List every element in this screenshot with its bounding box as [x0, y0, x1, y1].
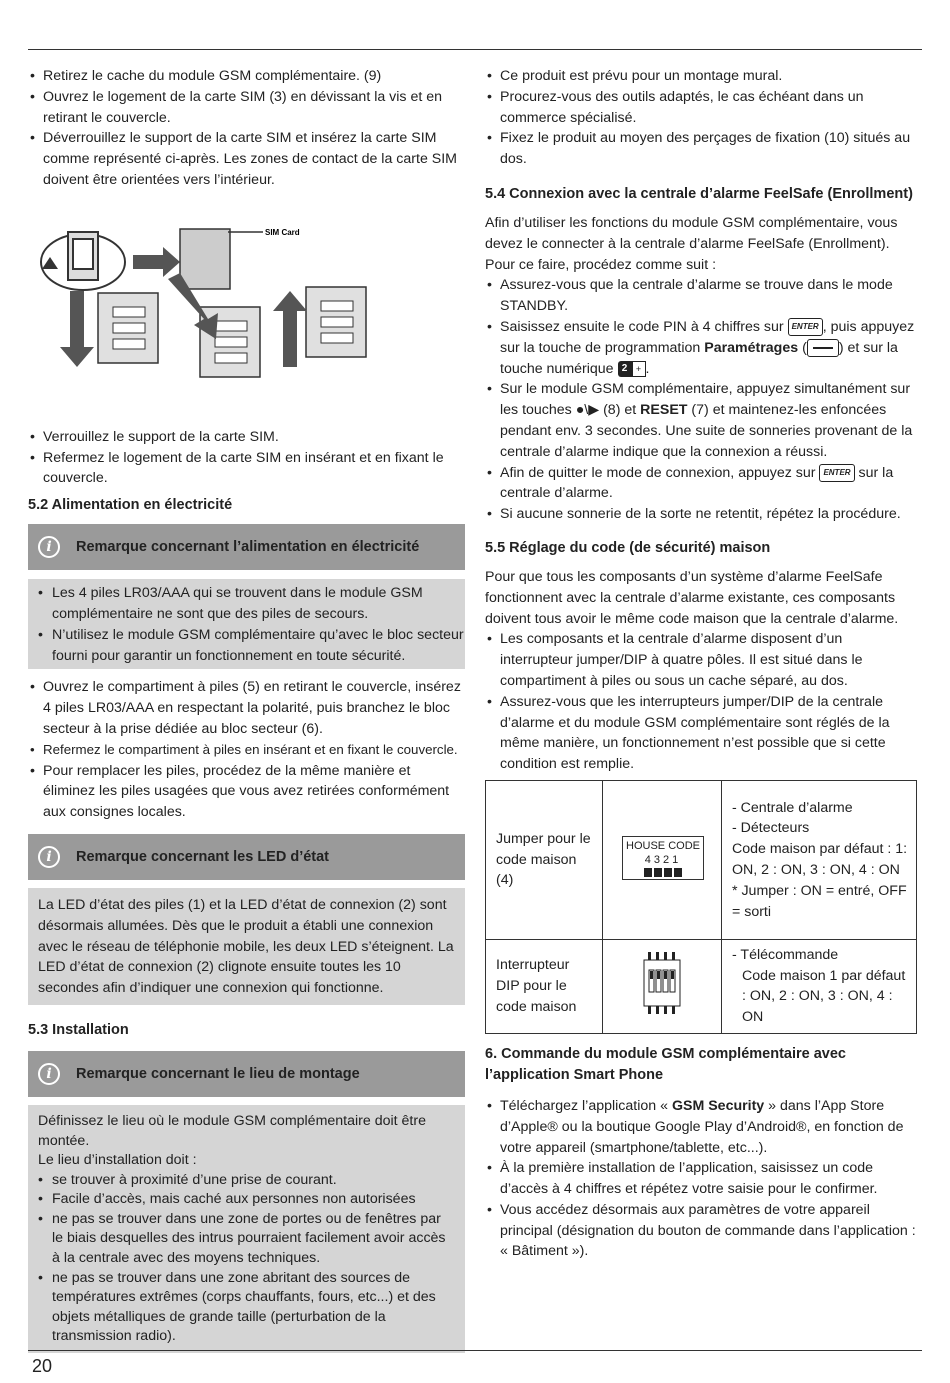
section-intro: Pour que tous les composants d’un système d’alarme FeelSafe fonctionnent avec la centrale d’alarme existante, ces composants doivent tous avoir le même code maison que la centrale d’alarme. [485, 568, 899, 627]
list-item: • Facile d’accès, mais caché aux personnes non autorisées [28, 1190, 455, 1210]
desc-line: * Jumper : ON = entré, OFF = sorti [732, 882, 907, 920]
list-item: • Retirez le cache du module GSM complémentaire. (9) [28, 66, 465, 87]
note-text: Définissez le lieu où le module GSM complémentaire doit être montée. [38, 1112, 426, 1149]
list-item: • Verrouillez le support de la carte SIM. [28, 427, 465, 448]
list-item: • Saisissez ensuite le code PIN à 4 chiffres sur ENTER , puis appuyez sur la touche de programmation Paramétrages ( ) et sur la touche numérique 2 + . [485, 317, 917, 379]
left-column [28, 66, 465, 1353]
enter-key-icon: ENTER [788, 318, 823, 336]
table-cell-desc [722, 780, 917, 939]
note-header [28, 834, 465, 880]
list-item: • Ouvrez le compartiment à piles (5) en retirant le couvercle, insérez 4 piles LR03/AAA en respectant la polarité, puis branchez le bloc secteur à la prise dédiée au bloc secteur (6). [28, 677, 465, 739]
table-cell-label: Interrupteur DIP pour le code maison [486, 939, 603, 1033]
section-title-5-3: 5.3 Installation [28, 1021, 129, 1038]
list-item: • ne pas se trouver dans une zone de portes ou de fenêtres par le biais desquelles des intrus pourraient facilement avoir accès à la centrale avec des moyens techniques. [28, 1210, 455, 1269]
sim-card-figure [28, 207, 465, 423]
wrench-key-icon [807, 339, 839, 357]
note-text: Le lieu d’installation doit : [38, 1152, 197, 1169]
sim-card-label: SIM Card [265, 227, 300, 237]
section-title-5-5: 5.5 Réglage du code (de sécurité) maison [485, 539, 771, 556]
note-mounting [28, 1051, 465, 1353]
table-cell-desc [722, 939, 917, 1033]
desc-line: - Détecteurs [732, 820, 810, 837]
sim-card-illustration [28, 207, 408, 423]
list-item: • Téléchargez l’application « GSM Security » dans l’App Store d’Apple® ou la boutique Google Play d’Android®, en fonction de votre appareil (smartphone/tablette, etc...). [485, 1096, 917, 1158]
house-code-list [485, 629, 917, 775]
jumper-title: HOUSE CODE [626, 840, 700, 852]
table-cell-label: Jumper pour le code maison (4) [486, 780, 603, 939]
jumper-numbers: 4321 [644, 854, 682, 866]
desc-line: - Télécommande [732, 946, 839, 963]
dip-image-cell [603, 939, 722, 1033]
list-item: • Refermez le compartiment à piles en insérant et en fixant le couvercle. [28, 740, 465, 761]
desc-line: - Centrale d’alarme [732, 799, 853, 816]
desc-line: Code maison par défaut : 1: ON, 2 : ON, 3 : ON, 4 : ON [732, 841, 908, 878]
list-item: • Les 4 piles LR03/AAA qui se trouvent dans le module GSM complémentaire ne sont que des piles de secours. [28, 583, 465, 625]
sim-steps-list [28, 66, 465, 191]
jumper-pins-icon [623, 868, 703, 877]
list-item: • ne pas se trouver dans une zone abritant des sources de températures extrêmes (corps chauffants, fours, etc...) et des objets métalliques de grande taille (perturbation de la transmission radio). [28, 1269, 455, 1347]
list-item: • Ouvrez le logement de la carte SIM (3) en dévissant la vis et en retirant le couvercle. [28, 87, 465, 129]
jumper-image [622, 836, 704, 880]
list-item: • Si aucune sonnerie de la sorte ne retentit, répétez la procédure. [485, 504, 917, 525]
list-item: • Afin de quitter le mode de connexion, appuyez sur ENTER sur la centrale d’alarme. [485, 463, 917, 505]
number-2-key-icon: 2 [618, 361, 632, 377]
table-row [486, 939, 917, 1033]
note-title: Remarque concernant le lieu de montage [76, 1065, 360, 1082]
list-item: • Ce produit est prévu pour un montage mural. [485, 66, 917, 87]
section-title-5-4: 5.4 Connexion avec la centrale d’alarme FeelSafe (Enrollment) [485, 185, 913, 202]
note-body [28, 888, 465, 1005]
sim-lock-list [28, 427, 465, 489]
app-list [485, 1096, 917, 1262]
info-icon: i [38, 846, 60, 868]
list-item: • Déverrouillez le support de la carte SIM et insérez la carte SIM comme représenté ci-après. Les zones de contact de la carte SIM doivent être orientées vers l’intérieur. [28, 128, 465, 190]
info-icon: i [38, 1063, 60, 1085]
jumper-image-cell [603, 780, 722, 939]
desc-line: Code maison 1 par défaut : ON, 2 : ON, 3 : ON, 4 : ON [742, 967, 906, 1026]
bottom-rule [28, 1350, 922, 1351]
note-text: La LED d’état des piles (1) et la LED d’état de connexion (2) sont désormais allumées. Dès que le produit a établi une connexion avec le réseau de téléphonie mobile, les deux LED s’éteignent. La LED d’état de connexion (2) clignote ensuite toutes les 10 secondes afin d’indiquer une connexion qui fonctionne. [38, 896, 454, 997]
note-body [28, 579, 465, 669]
list-item: • N’utilisez le module GSM complémentaire qu’avec le bloc secteur fourni pour garantir un fonctionnement en toute sécurité. [28, 625, 465, 667]
note-led [28, 834, 465, 1005]
section-title-5-2: 5.2 Alimentation en électricité [28, 497, 233, 514]
list-item: • Fixez le produit au moyen des perçages de fixation (10) situés au dos. [485, 128, 917, 170]
list-item: • Assurez-vous que les interrupteurs jumper/DIP de la centrale d’alarme et du module GSM complémentaire sont réglés de la même manière, un fonctionnement n’est possible que si cette condition est remplie. [485, 692, 917, 775]
plus-key-icon: + [632, 361, 646, 377]
note-title: Remarque concernant l’alimentation en électricité [76, 538, 420, 555]
list-item: • Les composants et la centrale d’alarme disposent d’un interrupteur jumper/DIP à quatre pôles. Il est situé dans le compartiment à piles ou sous un cache séparé, au dos. [485, 629, 917, 691]
info-icon: i [38, 536, 60, 558]
enrollment-list [485, 275, 917, 525]
note-body [28, 1105, 465, 1353]
list-item: • Sur le module GSM complémentaire, appuyez simultanément sur les touches ●\▶ (8) et RESET (7) et maintenez-les enfoncées pendant env. 3 secondes. Une suite de sonneries provenant de la centrale d’alarme indique que la connexion a réussi. [485, 379, 917, 462]
list-item: • À la première installation de l’application, saisissez un code d’accès à 4 chiffres et répétez votre saisie pour le confirmer. [485, 1158, 917, 1200]
top-rule [28, 49, 922, 50]
list-item: • Vous accédez désormais aux paramètres de votre appareil principal (désignation du bouton de commande dans l’application : « Bâtiment »). [485, 1200, 917, 1262]
list-item: • se trouver à proximité d’une prise de courant. [28, 1171, 455, 1191]
mounting-list [485, 66, 917, 170]
list-item: • Refermez le logement de la carte SIM en insérant et en fixant le couvercle. [28, 448, 465, 490]
section-title-6: 6. Commande du module GSM complémentaire avec l’application Smart Phone [485, 1045, 846, 1083]
note-header [28, 524, 465, 570]
section-intro: Afin d’utiliser les fonctions du module GSM complémentaire, vous devez le connecter à la centrale d’alarme FeelSafe (Enrollment). Pour ce faire, procédez comme suit : [485, 214, 898, 273]
enter-key-icon: ENTER [819, 464, 854, 482]
note-power [28, 524, 465, 669]
note-header [28, 1051, 465, 1097]
page-number: 20 [32, 1356, 53, 1376]
dip-switch-icon [642, 952, 684, 1014]
note-title: Remarque concernant les LED d’état [76, 848, 330, 865]
house-code-table [485, 780, 917, 1034]
list-item: • Procurez-vous des outils adaptés, le cas échéant dans un commerce spécialisé. [485, 87, 917, 129]
list-item: • Pour remplacer les piles, procédez de la même manière et éliminez les piles usagées que vous avez retirées conformément aux consignes locales. [28, 761, 465, 823]
table-row [486, 780, 917, 939]
right-column [485, 66, 917, 1262]
battery-steps-list [28, 677, 465, 823]
list-item: • Assurez-vous que la centrale d’alarme se trouve dans le mode STANDBY. [485, 275, 917, 317]
